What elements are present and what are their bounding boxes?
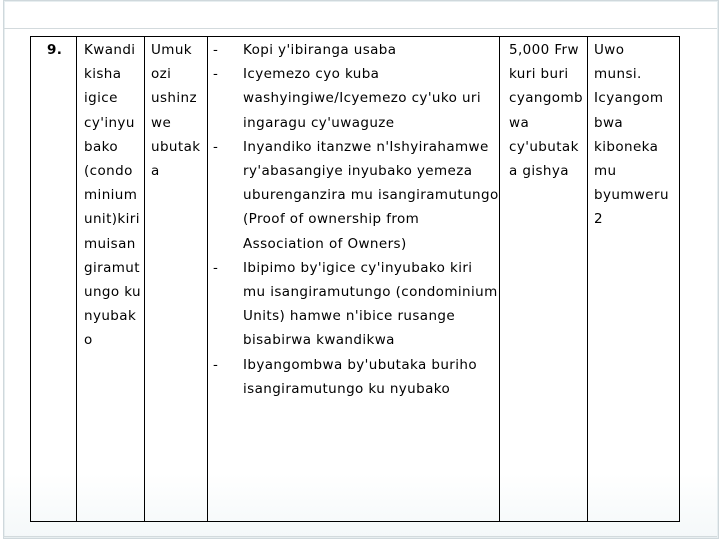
column-divider [207,36,208,522]
requirements-list: Kopi y'ibiranga usaba Icyemezo cyo kuba washyingiwe/Icyemezo cy'uko uri ingaragu cy'uwaguze Inyandiko itanzwe n'Ishyirahamwe ry'abasangiye inyubako yemeza uburenganzira mu isangiramutungo (Proof of ownership from Association of Owners) Ibipimo by'igice cy'inyubako kiri mu isangiramutungo (condominium Units) hamwe n'ibice rusange bisabirwa kwandikwa Ibyangombwa by'ubutaka buriho isangiramutungo ku nyubako [243,38,499,401]
requirement-bullets: - - - - - [213,42,219,373]
column-divider [499,36,500,522]
background-rule [3,536,717,537]
column-divider [587,36,588,522]
service-name: Kwandi kisha igice cy'inyu bako (condo minium unit)kiri muisan giramut ungo ku nyubak o [84,42,141,349]
fee: 5,000 Frw kuri buri cyangomb wa cy'ubutak a gishya [509,42,583,180]
column-divider [76,36,77,522]
requirement-item: Inyandiko itanzwe n'Ishyirahamwe [243,138,489,155]
row-number: 9. [47,42,63,58]
column-divider [144,36,145,522]
background-rule [3,28,717,29]
beneficiary: Umuk ozi ushinz we ubutak a [151,42,201,180]
requirement-item: Icyemezo cyo kuba [243,66,380,83]
requirement-item: Ibipimo by'igice cy'inyubako kiri [243,259,473,276]
requirement-item: Ibyangombwa by'ubutaka buriho [243,356,478,373]
requirement-item: Kopi y'ibiranga usaba [243,42,397,58]
duration: Uwo munsi. Icyangom bwa kiboneka mu byumweru 2 [594,42,669,228]
